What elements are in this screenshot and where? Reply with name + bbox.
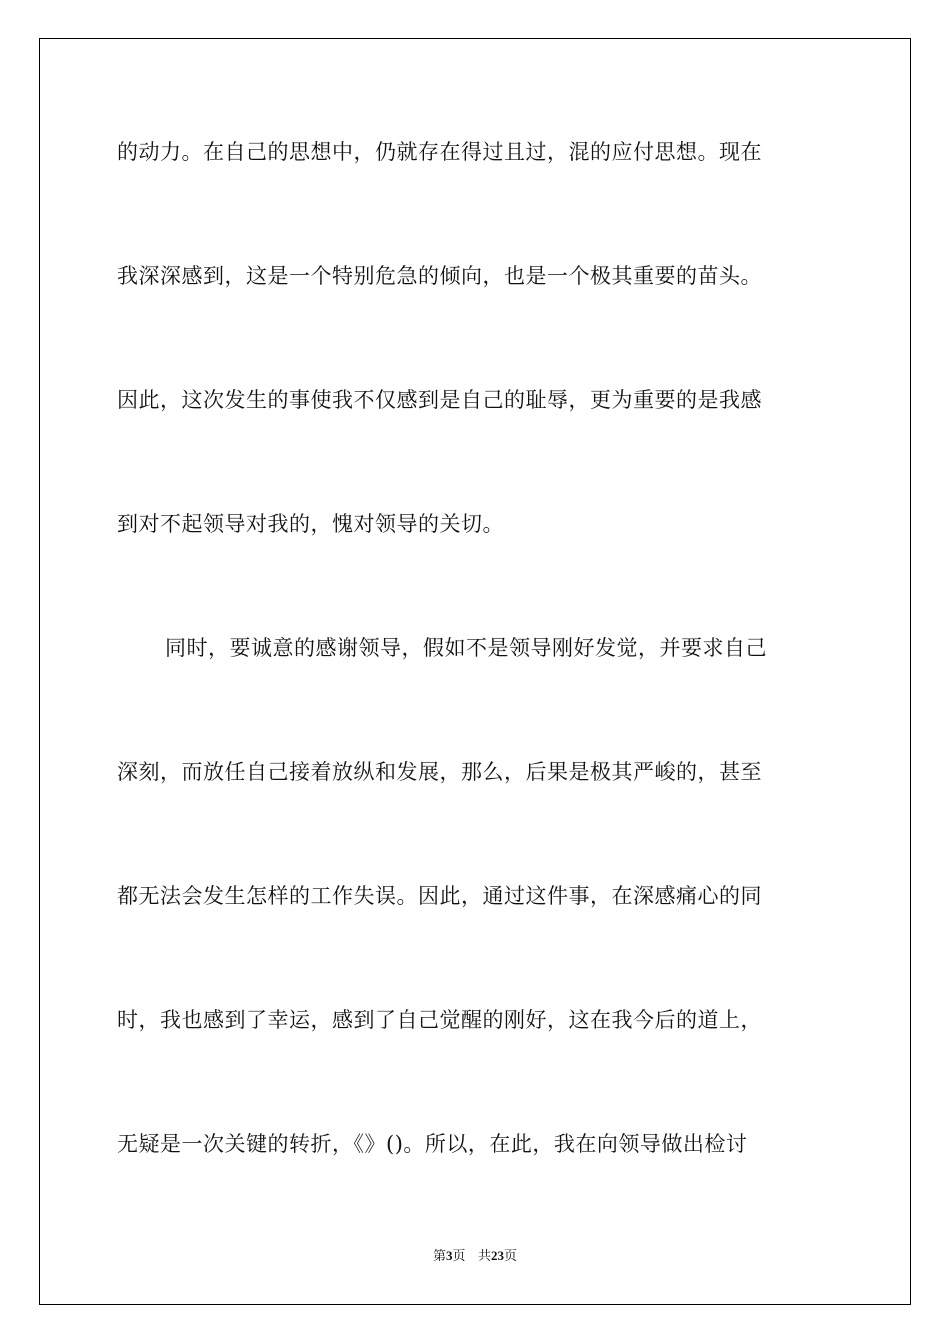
- text-line-4: 到对不起领导对我的，愧对领导的关切。: [117, 512, 504, 536]
- text-line-2: 我深深感到，这是一个特别危急的倾向，也是一个极其重要的苗头。: [117, 264, 762, 288]
- footer-total-pages: 23: [490, 1248, 504, 1263]
- footer-total-suffix: 页: [503, 1249, 517, 1264]
- text-line-6: 深刻，而放任自己接着放纵和发展，那么，后果是极其严峻的，甚至: [117, 760, 762, 784]
- page-border: [39, 38, 911, 1305]
- text-line-1: 的动力。在自己的思想中，仍就存在得过且过，混的应付思想。现在: [117, 140, 762, 164]
- text-line-5: 同时，要诚意的感谢领导，假如不是领导刚好发觉，并要求自己: [165, 636, 767, 660]
- footer-page-prefix: 第: [433, 1249, 447, 1264]
- footer-page-suffix: 页: [452, 1249, 466, 1264]
- text-line-9: 无疑是一次关键的转折，《》()。所以，在此，我在向领导做出检讨: [117, 1132, 748, 1156]
- text-line-3: 因此，这次发生的事使我不仅感到是自己的耻辱，更为重要的是我感: [117, 388, 762, 412]
- text-line-8: 时，我也感到了幸运，感到了自己觉醒的刚好，这在我今后的道上，: [117, 1008, 762, 1032]
- footer-total-prefix: 共: [477, 1249, 491, 1264]
- footer-page-number: 3: [446, 1248, 453, 1263]
- page-footer: [0, 1245, 950, 1264]
- text-line-7: 都无法会发生怎样的工作失误。因此，通过这件事，在深感痛心的同: [117, 884, 762, 908]
